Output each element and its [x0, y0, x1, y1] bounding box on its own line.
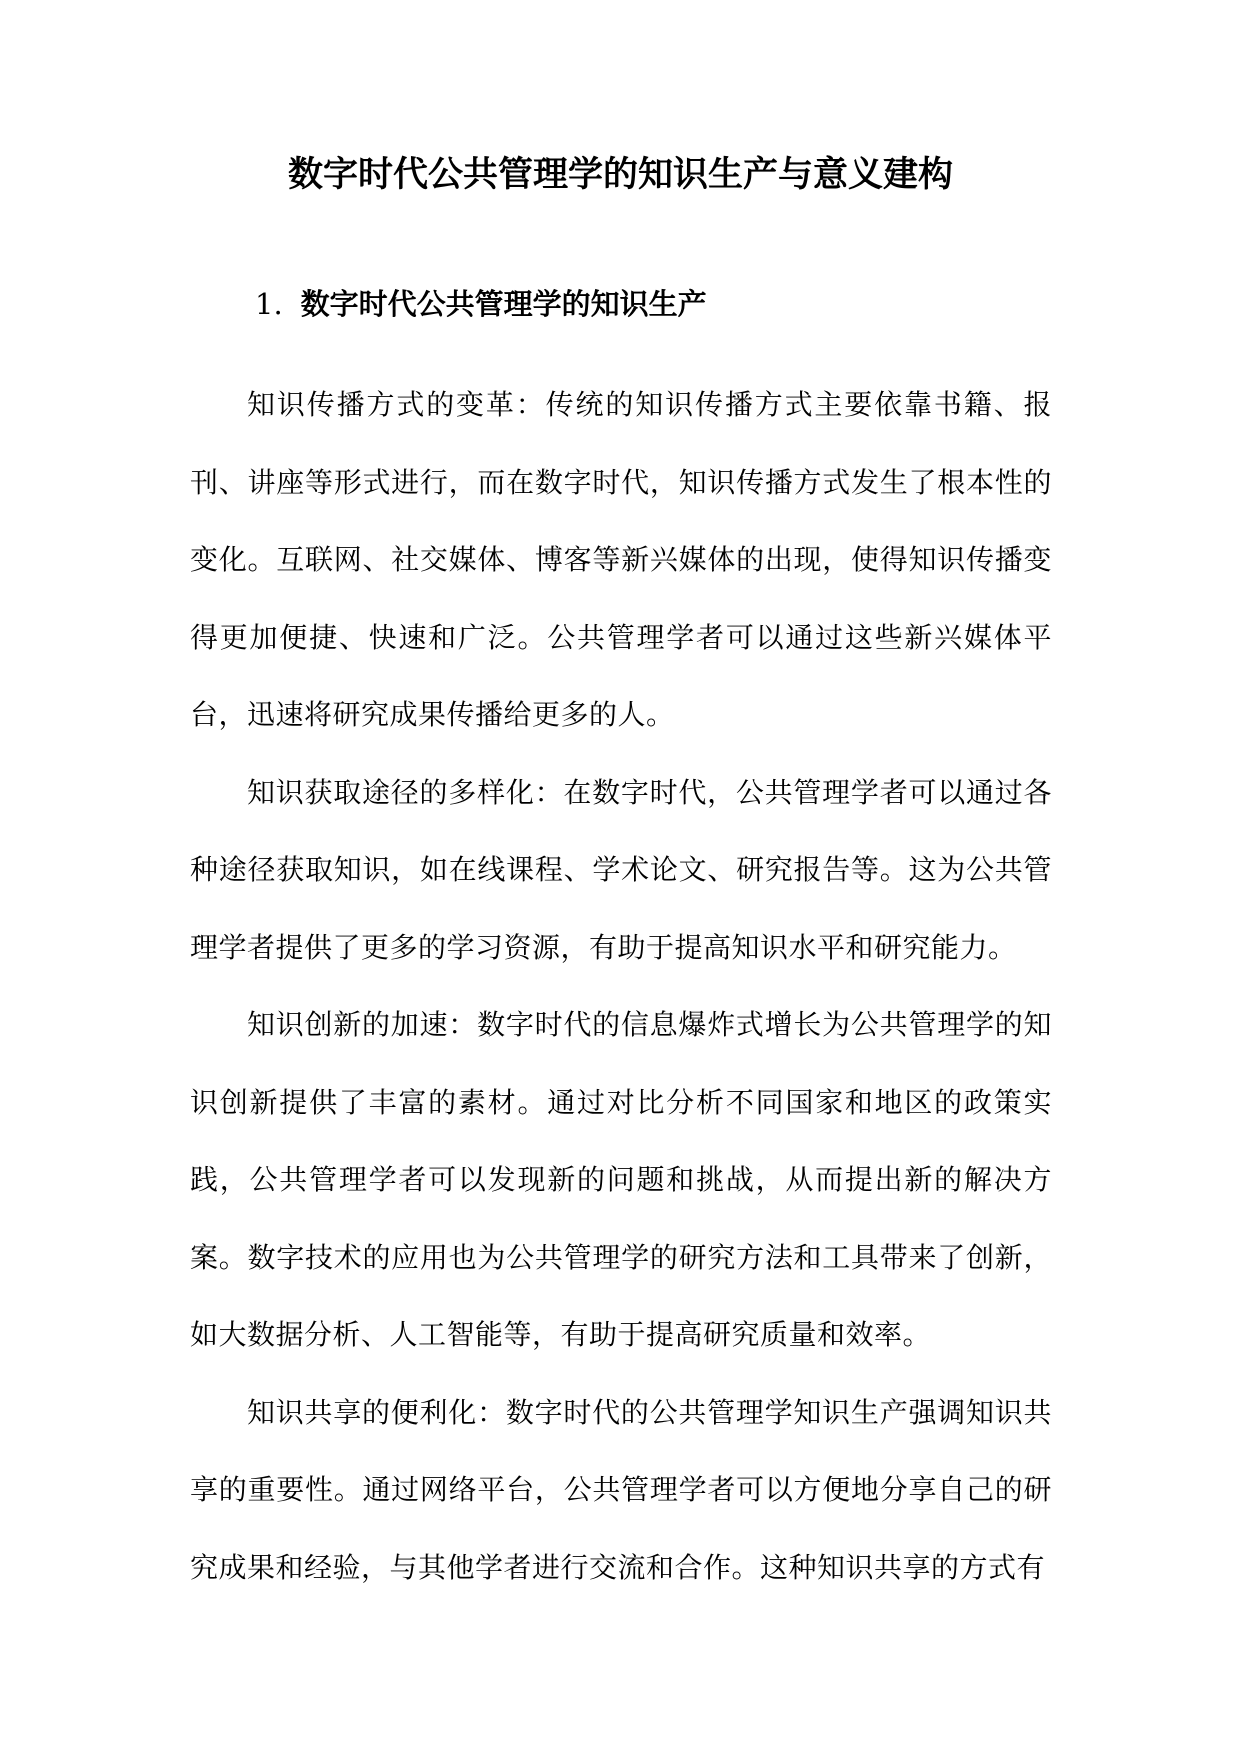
paragraph-knowledge-sharing: 知识共享的便利化：数字时代的公共管理学知识生产强调知识共享的重要性。通过网络平台，公共管理学者可以方便地分享自己的研究成果和经验，与其他学者进行交流和合作。这种知识共享的方式有 [190, 1395, 1052, 1584]
document-title: 数字时代公共管理学的知识生产与意义建构 [287, 155, 953, 195]
section-heading [255, 282, 707, 326]
paragraph-knowledge-acquisition: 知识获取途径的多样化：在数字时代，公共管理学者可以通过各种途径获取知识，如在线课程、学术论文、研究报告等。这为公共管理学者提供了更多的学习资源，有助于提高知识水平和研究能力。 [190, 775, 1052, 964]
paragraph-knowledge-dissemination: 知识传播方式的变革：传统的知识传播方式主要依靠书籍、报刊、讲座等形式进行，而在数字时代，知识传播方式发生了根本性的变化。互联网、社交媒体、博客等新兴媒体的出现，使得知识传播变得更加便捷、快速和广泛。公共管理学者可以通过这些新兴媒体平台，迅速将研究成果传播给更多的人。 [190, 388, 1052, 731]
paragraph-knowledge-innovation: 知识创新的加速：数字时代的信息爆炸式增长为公共管理学的知识创新提供了丰富的素材。通过对比分析不同国家和地区的政策实践，公共管理学者可以发现新的问题和挑战，从而提出新的解决方案。数字技术的应用也为公共管理学的研究方法和工具带来了创新，如大数据分析、人工智能等，有助于提高研究质量和效率。 [190, 1008, 1052, 1351]
body-text [190, 366, 1052, 1606]
section-number: 1. [255, 287, 283, 321]
section-heading-text: 数字时代公共管理学的知识生产 [300, 287, 707, 321]
